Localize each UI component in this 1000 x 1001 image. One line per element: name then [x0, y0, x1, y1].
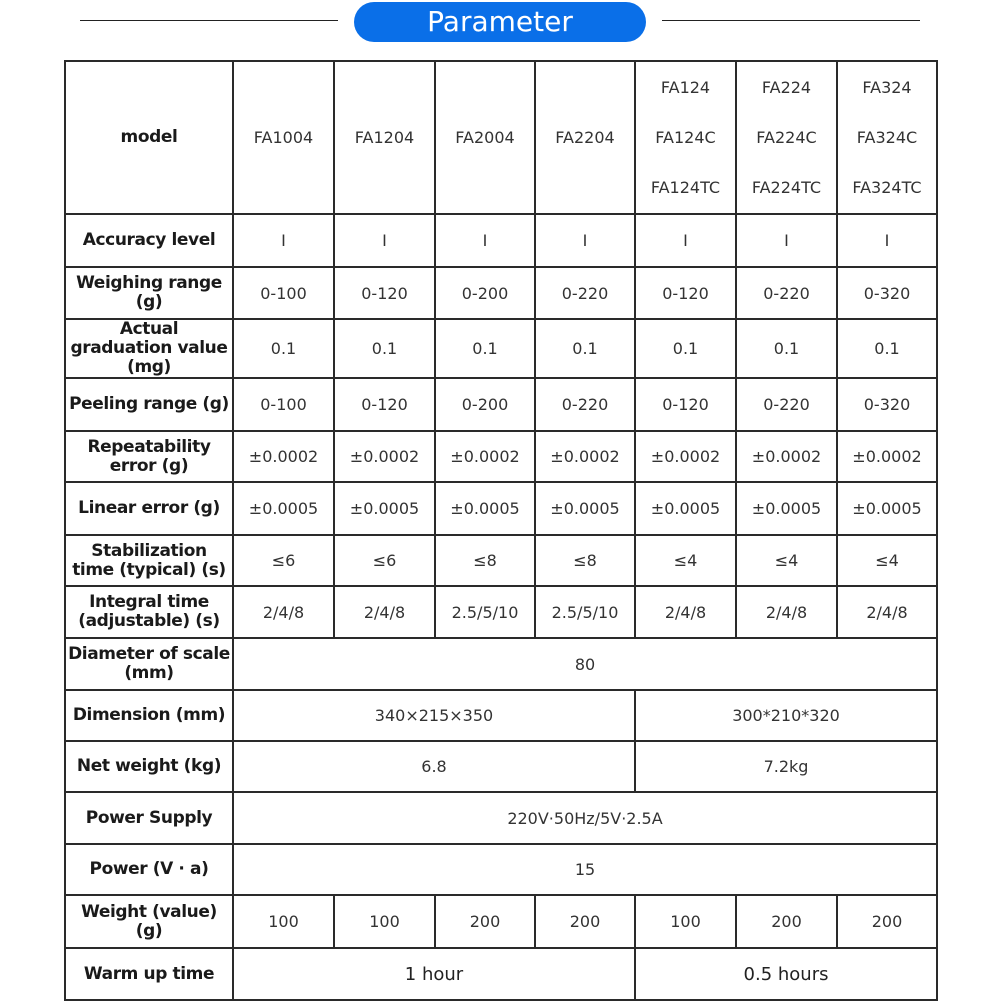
model-name: FA124C — [655, 127, 716, 147]
table-cell: 0-100 — [233, 378, 334, 431]
table-cell: 0.1 — [435, 319, 535, 378]
table-cell: 300*210*320 — [635, 690, 937, 741]
table-cell: 0-220 — [736, 378, 837, 431]
table-cell: 100 — [233, 895, 334, 948]
table-cell: 0.1 — [635, 319, 736, 378]
row-linear-error — [65, 482, 937, 535]
row-accuracy-level — [65, 214, 937, 267]
table-cell: ±0.0002 — [334, 431, 435, 482]
table-cell: 0.1 — [334, 319, 435, 378]
model-name: FA324TC — [852, 177, 922, 197]
table-cell: ±0.0005 — [535, 482, 635, 535]
row-label-stabilization-time: Stabilization time (typical) (s) — [65, 535, 233, 586]
model-name: FA224TC — [751, 177, 822, 197]
table-cell: 80 — [233, 638, 937, 690]
model-name: FA1004 — [253, 127, 314, 147]
row-actual-graduation — [65, 319, 937, 378]
model-name: FA124TC — [650, 177, 721, 197]
table-cell: ≤4 — [837, 535, 937, 586]
table-cell: 0-120 — [334, 267, 435, 319]
model-name: FA1204 — [354, 127, 415, 147]
table-cell: ±0.0005 — [736, 482, 837, 535]
model-cell — [233, 61, 334, 214]
table-cell: I — [837, 214, 937, 267]
table-cell: ±0.0005 — [233, 482, 334, 535]
table-cell: 200 — [837, 895, 937, 948]
table-cell: ±0.0002 — [535, 431, 635, 482]
table-cell: I — [535, 214, 635, 267]
header-rule-right — [662, 20, 920, 21]
table-cell: I — [334, 214, 435, 267]
row-repeatability-error — [65, 431, 937, 482]
table-cell: ±0.0002 — [635, 431, 736, 482]
model-name: FA224C — [756, 127, 817, 147]
row-label-warm-up-time: Warm up time — [65, 948, 233, 1000]
model-cell — [837, 61, 937, 214]
model-name: FA324C — [856, 127, 918, 147]
model-cell — [635, 61, 736, 214]
model-cell — [435, 61, 535, 214]
table-cell: ≤4 — [736, 535, 837, 586]
table-cell: 200 — [535, 895, 635, 948]
table-cell: 2/4/8 — [635, 586, 736, 638]
page-title: Parameter — [354, 2, 646, 42]
table-cell: 0-100 — [233, 267, 334, 319]
model-cell — [334, 61, 435, 214]
table-cell: 0-220 — [736, 267, 837, 319]
table-cell: 2.5/5/10 — [535, 586, 635, 638]
table-cell: ≤8 — [435, 535, 535, 586]
table-cell: I — [635, 214, 736, 267]
table-cell: 0-220 — [535, 378, 635, 431]
row-label-scale-diameter: Diameter of scale (mm) — [65, 638, 233, 690]
table-cell: 0-120 — [635, 378, 736, 431]
table-cell: 2/4/8 — [334, 586, 435, 638]
table-cell: ±0.0002 — [736, 431, 837, 482]
table-cell: I — [736, 214, 837, 267]
table-cell: 100 — [635, 895, 736, 948]
table-cell: 2/4/8 — [837, 586, 937, 638]
table-cell: 0.1 — [837, 319, 937, 378]
row-net-weight — [65, 741, 937, 792]
table-cell: 2/4/8 — [233, 586, 334, 638]
header — [0, 0, 1000, 52]
model-cell — [535, 61, 635, 214]
table-cell: 1 hour — [233, 948, 635, 1000]
row-integral-time — [65, 586, 937, 638]
table-cell: 200 — [435, 895, 535, 948]
table-cell: ±0.0005 — [435, 482, 535, 535]
table-cell: 2.5/5/10 — [435, 586, 535, 638]
row-weight-value — [65, 895, 937, 948]
table-cell: 0.5 hours — [635, 948, 937, 1000]
model-name: FA224 — [761, 77, 812, 97]
table-cell: ±0.0005 — [334, 482, 435, 535]
table-cell: 0.1 — [535, 319, 635, 378]
table-cell: 0-120 — [635, 267, 736, 319]
table-cell: 6.8 — [233, 741, 635, 792]
row-stabilization-time — [65, 535, 937, 586]
row-label-repeatability-error: Repeatability error (g) — [65, 431, 233, 482]
table-cell: ±0.0005 — [837, 482, 937, 535]
table-cell: 0-320 — [837, 378, 937, 431]
table-cell: I — [233, 214, 334, 267]
header-rule-left — [80, 20, 338, 21]
table-cell: 2/4/8 — [736, 586, 837, 638]
table-cell: 340×215×350 — [233, 690, 635, 741]
row-power-supply — [65, 792, 937, 844]
table-cell: ±0.0002 — [837, 431, 937, 482]
table-cell: 0-200 — [435, 267, 535, 319]
table-cell: ≤4 — [635, 535, 736, 586]
row-label-dimension: Dimension (mm) — [65, 690, 233, 741]
row-label-actual-graduation: Actual graduation value (mg) — [65, 319, 233, 378]
table-cell: 0.1 — [233, 319, 334, 378]
row-weighing-range — [65, 267, 937, 319]
table-cell: 220V·50Hz/5V·2.5A — [233, 792, 937, 844]
row-label-model: model — [65, 61, 233, 214]
row-dimension — [65, 690, 937, 741]
parameter-table — [64, 60, 938, 1001]
row-model — [65, 61, 937, 214]
row-label-weight-value: Weight (value) (g) — [65, 895, 233, 948]
table-cell: ±0.0002 — [435, 431, 535, 482]
table-cell: ±0.0002 — [233, 431, 334, 482]
table-cell: 15 — [233, 844, 937, 895]
table-cell: 200 — [736, 895, 837, 948]
table-cell: 0.1 — [736, 319, 837, 378]
model-name: FA2004 — [455, 127, 515, 147]
row-label-linear-error: Linear error (g) — [65, 482, 233, 535]
row-scale-diameter — [65, 638, 937, 690]
table-cell: ≤6 — [233, 535, 334, 586]
row-label-power: Power (V · a) — [65, 844, 233, 895]
row-power — [65, 844, 937, 895]
table-cell: 7.2kg — [635, 741, 937, 792]
row-label-accuracy-level: Accuracy level — [65, 214, 233, 267]
model-name: FA324 — [862, 77, 912, 97]
model-cell — [736, 61, 837, 214]
table-cell: I — [435, 214, 535, 267]
row-label-net-weight: Net weight (kg) — [65, 741, 233, 792]
model-name: FA2204 — [555, 127, 615, 147]
table-cell: 100 — [334, 895, 435, 948]
table-cell: ≤6 — [334, 535, 435, 586]
table-cell: ±0.0005 — [635, 482, 736, 535]
table-cell: 0-120 — [334, 378, 435, 431]
row-label-weighing-range: Weighing range (g) — [65, 267, 233, 319]
model-name: FA124 — [660, 77, 711, 97]
row-warm-up-time — [65, 948, 937, 1000]
row-peeling-range — [65, 378, 937, 431]
table-cell: ≤8 — [535, 535, 635, 586]
table-cell: 0-220 — [535, 267, 635, 319]
table-cell: 0-320 — [837, 267, 937, 319]
row-label-peeling-range: Peeling range (g) — [65, 378, 233, 431]
table-cell: 0-200 — [435, 378, 535, 431]
row-label-power-supply: Power Supply — [65, 792, 233, 844]
row-label-integral-time: Integral time (adjustable) (s) — [65, 586, 233, 638]
